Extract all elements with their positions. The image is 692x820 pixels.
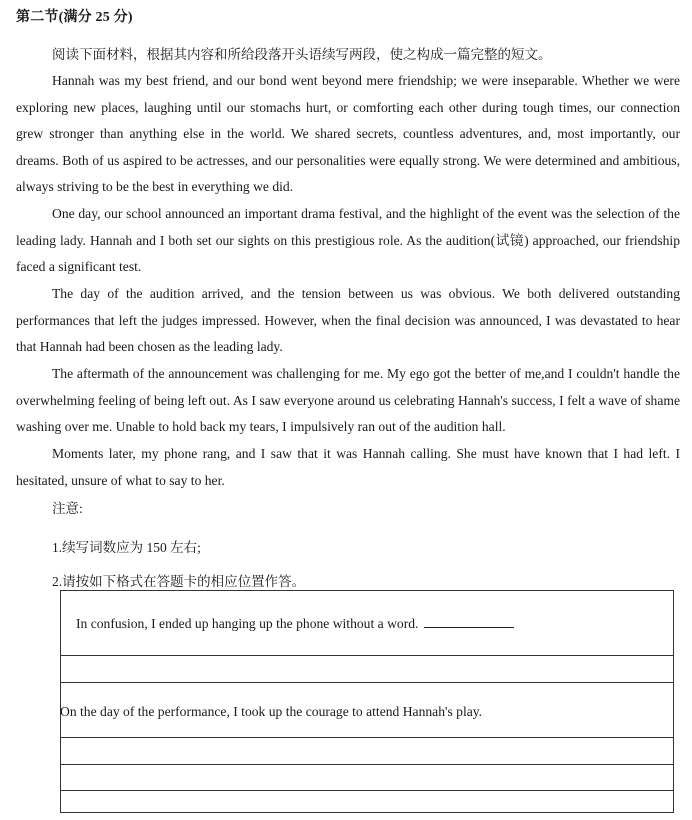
- section-title: 第二节(满分 25 分): [16, 10, 133, 25]
- task-instruction: 阅读下面材料，根据其内容和所给段落开头语续写两段，使之构成一篇完整的短文。: [52, 47, 552, 62]
- note-item-1: 1.续写词数应为 150 左右;: [52, 540, 201, 555]
- continuation-starter-1: [76, 616, 514, 632]
- answer-line: [60, 790, 674, 791]
- story-paragraph-1: Hannah was my best friend, and our bond went beyond mere friendship; we were inseparable. Whether we were exploring new places, laughing until our stomachs hurt, or comforting each other during tough times, our connection grew stronger than anything else in the world. We shared secrets, countless adventures, and, most importantly, our dreams. Both of us aspired to be actresses, and our personalities were equally strong. We were determined and ambitious, always striving to be the best in everything we did.: [16, 73, 680, 195]
- continuation-starter-2: On the day of the performance, I took up the courage to attend Hannah's play.: [60, 704, 483, 719]
- story-paragraph-3: The day of the audition arrived, and the tension between us was obvious. We both delivered outstanding performances that left the judges impressed. However, when the final decision was announced, I was devastated to hear that Hannah had been chosen as the leading lady.: [16, 286, 680, 355]
- story-paragraph-2: One day, our school announced an important drama festival, and the highlight of the event was the selection of the leading lady. Hannah and I both set our sights on this prestigious role. As the audition(试镜) approached, our friendship faced a significant test.: [16, 206, 680, 275]
- answer-line: [60, 764, 674, 765]
- notes-label: 注意:: [52, 501, 83, 516]
- note-item-2: 2.请按如下格式在答题卡的相应位置作答。: [52, 574, 306, 589]
- starter-1-text: In confusion, I ended up hanging up the phone without a word.: [76, 616, 419, 631]
- story-paragraph-5: Moments later, my phone rang, and I saw that it was Hannah calling. She must have known that I had left. I hesitated, unsure of what to say to her.: [16, 446, 680, 488]
- answer-line: [60, 737, 674, 738]
- writing-blank[interactable]: [424, 617, 514, 628]
- answer-line: [60, 682, 674, 683]
- story-paragraph-4: The aftermath of the announcement was challenging for me. My ego got the better of me,and I couldn't handle the overwhelming feeling of being left out. As I saw everyone around us celebrating Hannah's success, I felt a wave of shame washing over me. Unable to hold back my tears, I impulsively ran out of the audition hall.: [16, 366, 680, 435]
- answer-line: [60, 655, 674, 656]
